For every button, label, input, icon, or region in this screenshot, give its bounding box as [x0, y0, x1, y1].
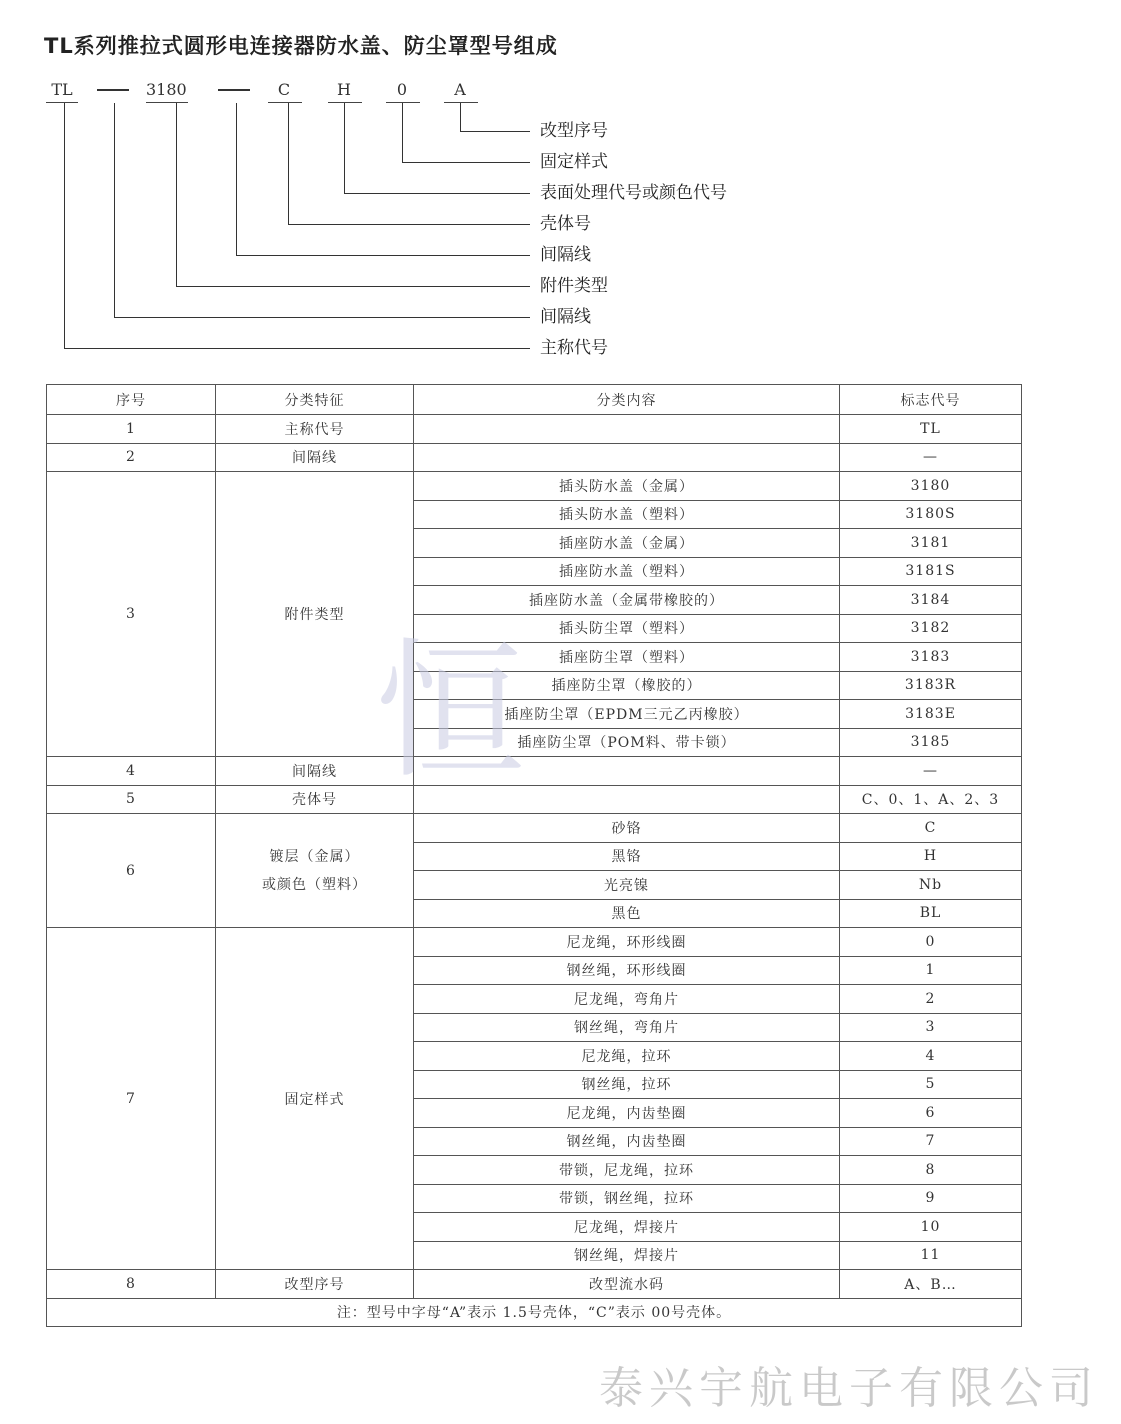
- cell-code: 3: [840, 1013, 1022, 1042]
- label-shell-size: 壳体号: [540, 214, 591, 234]
- cell-code: H: [840, 842, 1022, 871]
- cell-code: 3185: [840, 728, 1022, 757]
- cell-content: 钢丝绳，弯角片: [414, 1013, 840, 1042]
- cell-no: 7: [47, 928, 216, 1270]
- feature-line: 镀层（金属）: [269, 848, 360, 865]
- cell-feature: 附件类型: [216, 472, 414, 757]
- table-row: [47, 443, 1022, 472]
- footer-company-name: 泰兴宇航电子有限公司: [599, 1363, 1099, 1414]
- cell-code: 3183: [840, 643, 1022, 672]
- cell-code: 10: [840, 1213, 1022, 1242]
- label-fixing-style: 固定样式: [540, 152, 608, 172]
- cell-content: 插座防水盖（金属带橡胶的）: [414, 586, 840, 615]
- cell-content: 尼龙绳，拉环: [414, 1042, 840, 1071]
- cell-content: 黑色: [414, 899, 840, 928]
- code-part-fixing: 0: [396, 80, 408, 99]
- header-feature: 分类特征: [216, 385, 414, 415]
- cell-code: 7: [840, 1127, 1022, 1156]
- table-row: [47, 928, 1022, 957]
- cell-feature: 改型序号: [216, 1270, 414, 1299]
- page-title: TL系列推拉式圆形电连接器防水盖、防尘罩型号组成: [44, 34, 558, 58]
- cell-content: 钢丝绳，拉环: [414, 1070, 840, 1099]
- feature-line: 或颜色（塑料）: [262, 876, 367, 893]
- cell-content: [414, 757, 840, 786]
- cell-code: C、0、1、A、2、3: [840, 785, 1022, 814]
- table-row: [47, 757, 1022, 786]
- cell-code: 6: [840, 1099, 1022, 1128]
- cell-code: 2: [840, 985, 1022, 1014]
- cell-content: 插头防水盖（塑料）: [414, 500, 840, 529]
- label-main-code: 主称代号: [540, 338, 608, 358]
- cell-no: 4: [47, 757, 216, 786]
- cell-no: 5: [47, 785, 216, 814]
- cell-no: 8: [47, 1270, 216, 1299]
- cell-content: 砂铬: [414, 814, 840, 843]
- cell-content: 钢丝绳，环形线圈: [414, 956, 840, 985]
- cell-code: —: [840, 443, 1022, 472]
- header-code: 标志代号: [840, 385, 1022, 415]
- code-part-revision: A: [454, 80, 466, 99]
- table-note: 注：型号中字母“A”表示 1.5号壳体，“C”表示 00号壳体。: [47, 1298, 1022, 1327]
- cell-content: 光亮镍: [414, 871, 840, 900]
- label-revision: 改型序号: [540, 121, 608, 141]
- cell-code: 3183R: [840, 671, 1022, 700]
- cell-feature: 主称代号: [216, 415, 414, 444]
- cell-content: 插座防尘罩（塑料）: [414, 643, 840, 672]
- cell-content: 尼龙绳，焊接片: [414, 1213, 840, 1242]
- label-surface-finish: 表面处理代号或颜色代号: [540, 183, 727, 203]
- spec-table: [46, 384, 1022, 1327]
- code-part-prefix: TL: [51, 80, 73, 99]
- cell-no: 3: [47, 472, 216, 757]
- table-row: [47, 785, 1022, 814]
- cell-code: 3183E: [840, 700, 1022, 729]
- table-row: [47, 1270, 1022, 1299]
- code-part-shell: C: [277, 80, 291, 99]
- cell-code: 9: [840, 1184, 1022, 1213]
- cell-content: 插座防水盖（金属）: [414, 529, 840, 558]
- label-separator-2: 间隔线: [540, 245, 591, 265]
- cell-content: 钢丝绳，内齿垫圈: [414, 1127, 840, 1156]
- cell-no: 2: [47, 443, 216, 472]
- cell-content: 插头防水盖（金属）: [414, 472, 840, 501]
- table-row: [47, 472, 1022, 501]
- cell-code: —: [840, 757, 1022, 786]
- cell-code: 8: [840, 1156, 1022, 1185]
- cell-content: 尼龙绳，内齿垫圈: [414, 1099, 840, 1128]
- table-row: [47, 814, 1022, 843]
- header-no: 序号: [47, 385, 216, 415]
- cell-content: 插座防尘罩（橡胶的）: [414, 671, 840, 700]
- code-separator-2: [218, 89, 250, 91]
- cell-code: 3181: [840, 529, 1022, 558]
- header-content: 分类内容: [414, 385, 840, 415]
- cell-code: 3181S: [840, 557, 1022, 586]
- table-row: [47, 415, 1022, 444]
- cell-code: TL: [840, 415, 1022, 444]
- cell-content: [414, 785, 840, 814]
- cell-feature: [216, 814, 414, 928]
- cell-content: 尼龙绳，弯角片: [414, 985, 840, 1014]
- cell-code: 11: [840, 1241, 1022, 1270]
- cell-content: 带锁，尼龙绳，拉环: [414, 1156, 840, 1185]
- cell-code: 5: [840, 1070, 1022, 1099]
- cell-content: [414, 443, 840, 472]
- cell-feature: 间隔线: [216, 757, 414, 786]
- table-header-row: [47, 385, 1022, 415]
- cell-no: 1: [47, 415, 216, 444]
- cell-code: 3180: [840, 472, 1022, 501]
- cell-code: 3182: [840, 614, 1022, 643]
- code-part-accessory: 3180: [146, 80, 187, 99]
- cell-code: A、B…: [840, 1270, 1022, 1299]
- cell-no: 6: [47, 814, 216, 928]
- cell-code: 1: [840, 956, 1022, 985]
- cell-code: 3184: [840, 586, 1022, 615]
- table-note-row: [47, 1298, 1022, 1327]
- cell-content: 钢丝绳，焊接片: [414, 1241, 840, 1270]
- cell-content: [414, 415, 840, 444]
- cell-code: Nb: [840, 871, 1022, 900]
- cell-content: 插座防尘罩（POM料、带卡锁）: [414, 728, 840, 757]
- cell-feature: 固定样式: [216, 928, 414, 1270]
- label-accessory-type: 附件类型: [540, 276, 608, 296]
- code-part-finish: H: [337, 80, 351, 99]
- cell-feature: 壳体号: [216, 785, 414, 814]
- cell-code: 0: [840, 928, 1022, 957]
- cell-code: BL: [840, 899, 1022, 928]
- label-separator-1: 间隔线: [540, 307, 591, 327]
- code-separator-1: [97, 89, 129, 91]
- cell-code: C: [840, 814, 1022, 843]
- cell-content: 插座防水盖（塑料）: [414, 557, 840, 586]
- cell-content: 黑铬: [414, 842, 840, 871]
- cell-content: 尼龙绳，环形线圈: [414, 928, 840, 957]
- cell-code: 3180S: [840, 500, 1022, 529]
- cell-content: 插座防尘罩（EPDM三元乙丙橡胶）: [414, 700, 840, 729]
- cell-code: 4: [840, 1042, 1022, 1071]
- cell-feature: 间隔线: [216, 443, 414, 472]
- cell-content: 插头防尘罩（塑料）: [414, 614, 840, 643]
- cell-content: 改型流水码: [414, 1270, 840, 1299]
- watermark: 恒: [375, 625, 526, 799]
- cell-content: 带锁，钢丝绳，拉环: [414, 1184, 840, 1213]
